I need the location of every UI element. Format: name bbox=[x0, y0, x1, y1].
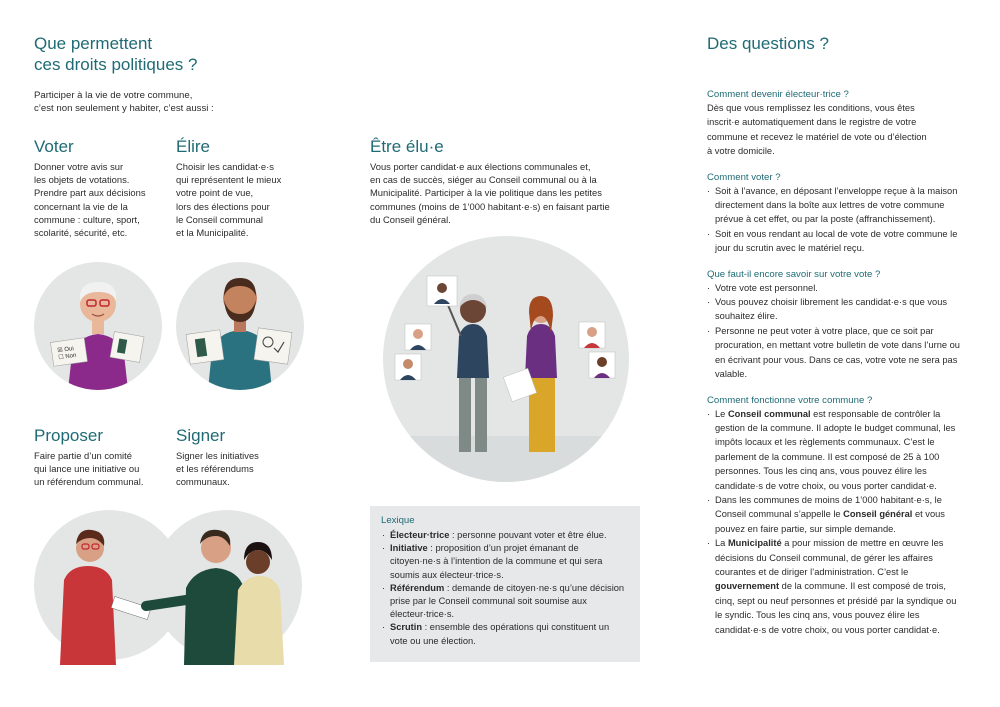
q4-item: · La Municipalité a pour mission de mettre en œuvre les décisions du Conseil communal, de gérer les affaires courantes et de diriger l’administration. C’est le gouvernement de la commune. Il est composé de trois, cinq, sept ou neuf personnes et présidé par la syndique ou le syndic. Tous les cinq ans, vous pouvez élire les candidat·e·s de votre choix, ou vous porter candidat·e. bbox=[707, 536, 965, 637]
q2-title: Comment voter ? bbox=[707, 171, 781, 183]
q1-text: Dès que vous remplissez les conditions, vous êtes inscrit·e automatiquement dans le registre de votre commune et recevez le matériel de vote ou d’élection à votre domicile. bbox=[707, 103, 927, 157]
proposer-signer-illustration bbox=[34, 510, 304, 665]
title-line-2: ces droits politiques ? bbox=[34, 55, 198, 74]
q2-list bbox=[707, 184, 965, 256]
q3-item: · Vous pouvez choisir librement les candidat·e·s que vous souhaitez élire. bbox=[707, 295, 965, 324]
voter-illustration bbox=[34, 262, 162, 390]
man-choosing-icon bbox=[176, 262, 304, 390]
q3-item: · Votre vote est personnel. bbox=[707, 281, 965, 295]
title-line-1: Que permettent bbox=[34, 34, 153, 53]
lexique-list bbox=[381, 529, 629, 648]
section-voter bbox=[34, 137, 174, 239]
lexique-item: · Électeur·trice : personne pouvant voter et être élue. bbox=[381, 529, 629, 542]
ballot-non: Non bbox=[65, 352, 77, 361]
signer-text: Signer les initiatives et les référendums communaux. bbox=[176, 450, 259, 488]
section-proposer bbox=[34, 426, 174, 489]
lexique-item: · Initiative : proposition d’un projet émanant de citoyen·ne·s à l’intention de la commune et qui sera soumis aux électeur·trice·s. bbox=[381, 542, 629, 582]
elire-title: Élire bbox=[176, 137, 211, 156]
intro-line-2: c’est non seulement y habiter, c’est aussi : bbox=[34, 103, 214, 114]
q2-item: · Soit en vous rendant au local de vote de votre commune le jour du scrutin avec le matériel reçu. bbox=[707, 227, 965, 256]
section-signer bbox=[176, 426, 326, 489]
signer-title: Signer bbox=[176, 426, 226, 445]
right-title bbox=[707, 33, 977, 54]
intro-line-1: Participer à la vie de votre commune, bbox=[34, 90, 193, 101]
ballot-oui: Oui bbox=[64, 346, 75, 354]
questions-title: Des questions ? bbox=[707, 34, 829, 53]
candidates-icon bbox=[383, 236, 629, 482]
q3-title: Que faut-il encore savoir sur votre vote ? bbox=[707, 268, 881, 280]
section-elire bbox=[176, 137, 326, 239]
left-title bbox=[34, 33, 334, 75]
q3-item: · Personne ne peut voter à votre place, que ce soit par procuration, en mettant votre bulletin de vote dans l’urne ou en écrivant pour vous. Dans ce cas, votre vote ne sera pas valable. bbox=[707, 324, 965, 382]
voter-title: Voter bbox=[34, 137, 74, 156]
people-signing-icon bbox=[34, 510, 304, 665]
proposer-title: Proposer bbox=[34, 426, 103, 445]
lexique-title: Lexique bbox=[381, 515, 415, 526]
q3-list bbox=[707, 281, 965, 382]
q4-list bbox=[707, 407, 965, 638]
proposer-text: Faire partie d’un comité qui lance une initiative ou un référendum communal. bbox=[34, 450, 144, 488]
q4-title: Comment fonctionne votre commune ? bbox=[707, 394, 873, 406]
lexique-item: · Référendum : demande de citoyen·ne·s qu’une décision prise par le Conseil communal soit soumise aux électeur·trice·s. bbox=[381, 582, 629, 622]
q1-title: Comment devenir électeur·trice ? bbox=[707, 89, 849, 100]
voter-text: Donner votre avis sur les objets de votations. Prendre part aux décisions concernant la vie de la commune : culture, sport, scolarité, sécurité, etc. bbox=[34, 161, 146, 239]
q4-item: · Le Conseil communal est responsable de contrôler la gestion de la commune. Il adopte le budget communal, les impôts locaux et les règlements communaux. C’est le parlement de la commune. Il est composé de 25 à 100 personnes. Tous les cinq ans, vous pouvez élire les candidate·s de votre choix, ou vous porter candidat·e. bbox=[707, 407, 965, 493]
left-intro bbox=[34, 89, 334, 115]
etre-elu-text: Vous porter candidat·e aux élections communales et, en cas de succès, siéger au Conseil communal ou à la Municipalité. Participer à la vie politique dans les petites communes (moins de 1’000 habitant·e·s) en faisant partie du Conseil général. bbox=[370, 161, 610, 225]
elire-illustration bbox=[176, 262, 304, 390]
section-etre-elu bbox=[370, 137, 650, 226]
q2-item: · Soit à l’avance, en déposant l’enveloppe reçue à la maison directement dans la boîte aux lettres de votre commune prévue à cet effet, ou par la poste (affranchissement). bbox=[707, 184, 965, 227]
questions-column bbox=[707, 88, 965, 637]
etre-elu-illustration bbox=[383, 236, 629, 482]
woman-voting-icon bbox=[34, 262, 162, 390]
lexique-box bbox=[370, 506, 640, 662]
ballot-labels: ☒ Oui ☐ Non bbox=[57, 346, 77, 362]
elire-text: Choisir les candidat·e·s qui représentent le mieux votre point de vue, lors des élections pour le Conseil communal et la Municipalité. bbox=[176, 161, 282, 239]
q4-item: · Dans les communes de moins de 1’000 habitant·e·s, le Conseil communal s’appelle le Conseil général et vous pouvez en faire partie, sur simple demande. bbox=[707, 493, 965, 536]
etre-elu-title: Être élu·e bbox=[370, 137, 444, 156]
lexique-item: · Scrutin : ensemble des opérations qui constituent un vote ou une élection. bbox=[381, 621, 629, 647]
